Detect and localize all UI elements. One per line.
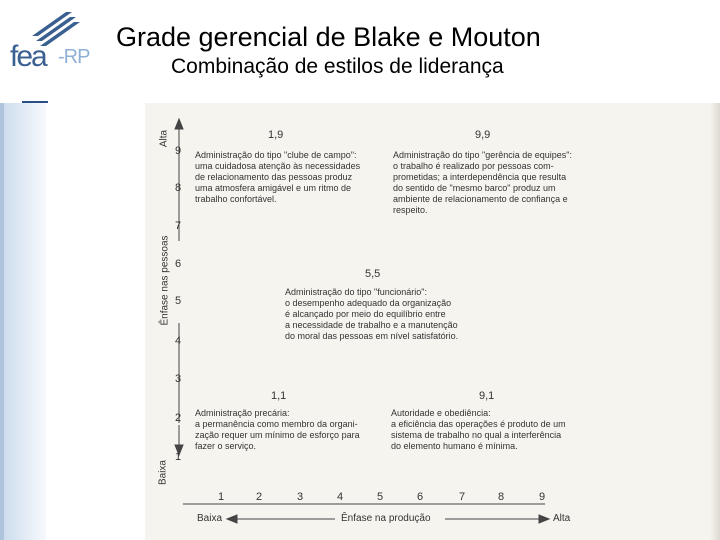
style-9-9-coord: 9,9 [475,129,491,141]
x-axis-high-label: Alta [553,513,571,524]
style-1-1-coord: 1,1 [271,390,287,402]
x-tick-3: 3 [296,491,304,503]
style-1-9-description: Administração do tipo "clube de campo": uma cuidadosa atenção às necessidades de relacionamento das pessoas produz uma atmosfera amigável e um ritmo de trabalho confortável. [195,150,361,204]
fea-rp-logo [10,12,90,72]
x-tick-5: 5 [376,491,384,503]
x-tick-7: 7 [458,491,466,503]
y-axis-high-label: Alta [158,129,170,148]
slide-title: Grade gerencial de Blake e Mouton [116,22,541,52]
y-tick-4: 4 [174,335,182,347]
y-tick-9: 9 [174,145,182,157]
x-tick-6: 6 [416,491,424,503]
y-tick-6: 6 [174,258,182,270]
style-5-5-description: Administração do tipo "funcionário": o desempenho adequado da organização é alcançado por meio do equilíbrio entre a necessidade de trabalho e a manutenção do moral das pessoas em nível satisfatório. [285,287,459,341]
managerial-grid-figure [145,103,720,540]
x-axis-label: Ênfase na produção [341,513,431,524]
x-tick-2: 2 [255,491,263,503]
y-axis-label: Ênfase nas pessoas [159,235,171,326]
style-5-5-coord: 5,5 [365,268,381,280]
x-tick-4: 4 [336,491,344,503]
x-tick-8: 8 [497,491,505,503]
left-decorative-bar [0,103,46,540]
y-axis-low-label: Baixa [157,460,169,486]
logo-word: fea [10,40,46,73]
y-tick-2: 2 [174,412,182,424]
y-tick-7: 7 [174,220,182,232]
logo-suffix: -RP [58,46,90,68]
x-axis-low-label: Baixa [197,513,223,524]
style-9-1-description: Autoridade e obediência: a eficiência das operações é produto de um sistema de trabalho no qual a interferência do elemento humano é mínima. [391,408,566,451]
style-9-1-coord: 9,1 [479,390,495,402]
header-divider [22,101,48,103]
style-9-9-description: Administração do tipo "gerência de equipes": o trabalho é realizado por pessoas com- prometidas; a interdependência que resulta do sentido de "mesmo barco" produz um ambiente de relacionamento de confiança e respeito. [393,150,572,215]
style-1-9-coord: 1,9 [268,129,284,141]
y-tick-8: 8 [174,182,182,194]
slide-subtitle: Combinação de estilos de liderança [171,55,504,78]
y-tick-1: 1 [174,451,182,463]
x-tick-9: 9 [538,491,546,503]
y-tick-3: 3 [174,373,182,385]
y-tick-5: 5 [174,295,182,307]
style-1-1-description: Administração precária: a permanência como membro da organi- zação requer um mínimo de esforço para fazer o serviço. [195,408,360,451]
x-tick-1: 1 [217,491,225,503]
